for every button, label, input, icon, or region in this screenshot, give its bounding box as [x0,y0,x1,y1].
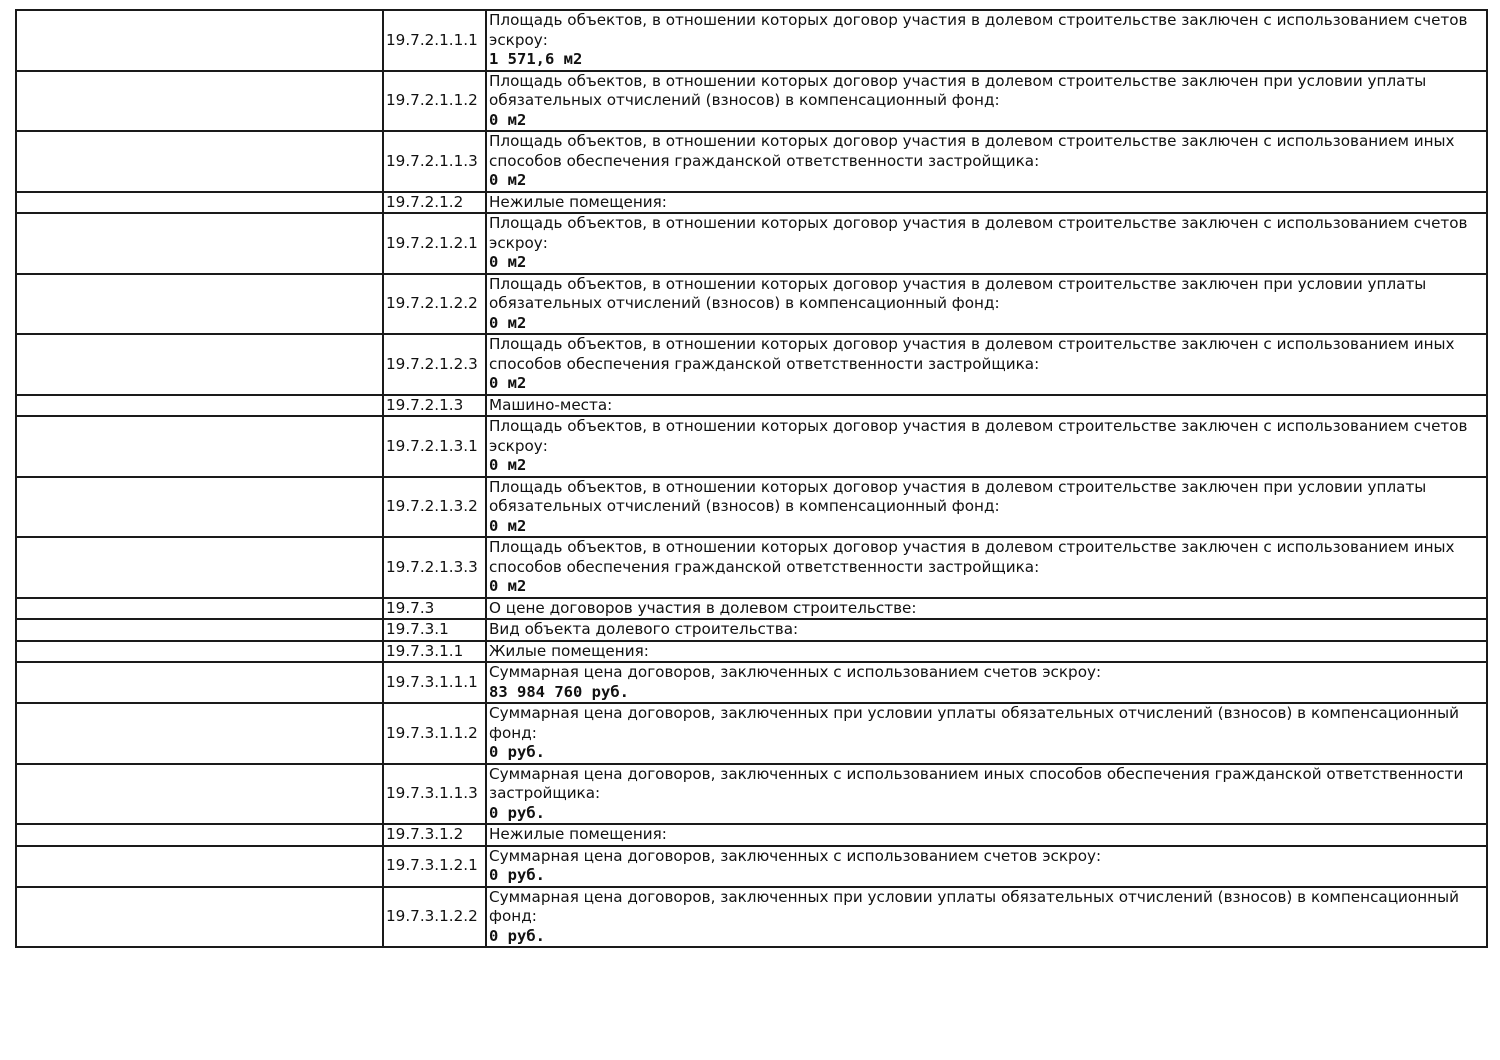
table-row [16,71,1487,132]
item-code: 19.7.3.1.2 [383,824,486,846]
item-code: 19.7.2.1.1.2 [383,71,486,132]
item-code: 19.7.2.1.3 [383,395,486,417]
table-row [16,887,1487,948]
item-value: 0 руб. [489,926,545,945]
empty-cell [16,192,383,214]
item-code: 19.7.2.1.2.3 [383,334,486,395]
empty-cell [16,71,383,132]
item-label: Суммарная цена договоров, заключенных при условии уплаты обязательных отчислений (взносов) в компенсационный фонд: [489,704,1459,742]
item-description [486,395,1487,417]
item-value: 0 м2 [489,456,527,474]
empty-cell [16,395,383,417]
empty-cell [16,537,383,598]
table-row [16,192,1487,214]
item-value: 0 руб. [489,866,545,884]
item-label: Суммарная цена договоров, заключенных с использованием счетов эскроу: [489,846,1102,865]
empty-cell [16,703,383,764]
item-code: 19.7.3.1.1.1 [383,662,486,703]
empty-cell [16,887,383,948]
item-code: 19.7.3.1.1.2 [383,703,486,764]
item-label: Площадь объектов, в отношении которых договор участия в долевом строительстве заключен с использованием иных способов обеспечения гражданской ответственности застройщика: [489,132,1455,170]
item-label: Площадь объектов, в отношении которых договор участия в долевом строительстве заключен с использованием иных способов обеспечения гражданской ответственности застройщика: [489,538,1455,576]
table-row [16,395,1487,417]
item-description [486,416,1487,477]
item-label: Нежилые помещения: [489,825,667,843]
item-code: 19.7.2.1.2.1 [383,213,486,274]
empty-cell [16,824,383,846]
item-code: 19.7.2.1.1.1 [383,10,486,71]
item-label: Площадь объектов, в отношении которых договор участия в долевом строительстве заключен при условии уплаты обязательных отчислений (взносов) в компенсационный фонд: [489,477,1427,515]
item-value: 0 м2 [489,313,527,332]
item-value: 0 руб. [489,743,545,761]
item-label: Площадь объектов, в отношении которых договор участия в долевом строительстве заключен при условии уплаты обязательных отчислений (взносов) в компенсационный фонд: [489,274,1427,312]
item-code: 19.7.2.1.3.1 [383,416,486,477]
empty-cell [16,131,383,192]
empty-cell [16,641,383,663]
item-label: Площадь объектов, в отношении которых договор участия в долевом строительстве заключен с использованием счетов эскроу: [489,11,1468,49]
empty-cell [16,662,383,703]
item-label: Площадь объектов, в отношении которых договор участия в долевом строительстве заключен с использованием счетов эскроу: [489,417,1468,455]
table-row [16,416,1487,477]
table-row [16,274,1487,335]
item-code: 19.7.2.1.3.3 [383,537,486,598]
item-value: 0 м2 [489,577,527,595]
table-row [16,619,1487,641]
item-code: 19.7.3.1.1 [383,641,486,663]
table-row [16,537,1487,598]
empty-cell [16,619,383,641]
empty-cell [16,213,383,274]
item-description [486,598,1487,620]
item-code: 19.7.2.1.1.3 [383,131,486,192]
item-description [486,537,1487,598]
table-row [16,10,1487,71]
item-code: 19.7.3.1 [383,619,486,641]
item-description [486,703,1487,764]
item-label: Нежилые помещения: [489,192,667,211]
item-description [486,477,1487,538]
item-label: Вид объекта долевого строительства: [489,620,799,638]
item-label: О цене договоров участия в долевом строительстве: [489,598,917,617]
item-description [486,71,1487,132]
item-label: Площадь объектов, в отношении которых договор участия в долевом строительстве заключен с использованием счетов эскроу: [489,214,1468,252]
table-row [16,598,1487,620]
item-label: Суммарная цена договоров, заключенных при условии уплаты обязательных отчислений (взносов) в компенсационный фонд: [489,887,1459,925]
table-row [16,334,1487,395]
item-description [486,641,1487,663]
item-description [486,824,1487,846]
item-code: 19.7.2.1.3.2 [383,477,486,538]
table-row [16,764,1487,825]
item-label: Жилые помещения: [489,641,649,660]
table-row [16,213,1487,274]
item-value: 0 м2 [489,253,527,271]
item-value: 0 руб. [489,803,545,822]
item-label: Площадь объектов, в отношении которых договор участия в долевом строительстве заключен при условии уплаты обязательных отчислений (взносов) в компенсационный фонд: [489,71,1427,109]
table-row [16,846,1487,887]
item-code: 19.7.2.1.2 [383,192,486,214]
empty-cell [16,274,383,335]
item-value: 83 984 760 руб. [489,682,629,701]
table-row [16,131,1487,192]
item-value: 0 м2 [489,171,527,189]
item-label: Машино-места: [489,395,613,414]
table-row [16,662,1487,703]
empty-cell [16,10,383,71]
item-label: Площадь объектов, в отношении которых договор участия в долевом строительстве заключен с использованием иных способов обеспечения гражданской ответственности застройщика: [489,335,1455,373]
item-code: 19.7.3.1.2.2 [383,887,486,948]
item-code: 19.7.3.1.2.1 [383,846,486,887]
item-description [486,131,1487,192]
empty-cell [16,764,383,825]
item-description [486,846,1487,887]
empty-cell [16,477,383,538]
document-table-body [16,10,1487,947]
empty-cell [16,416,383,477]
item-value: 1 571,6 м2 [489,50,583,68]
item-description [486,213,1487,274]
item-description [486,619,1487,641]
item-description [486,334,1487,395]
item-code: 19.7.3 [383,598,486,620]
item-description [486,274,1487,335]
table-row [16,703,1487,764]
item-value: 0 м2 [489,110,527,129]
item-label: Суммарная цена договоров, заключенных с использованием иных способов обеспечения гражданской ответственности застройщика: [489,764,1464,802]
item-description [486,662,1487,703]
item-description [486,10,1487,71]
item-code: 19.7.2.1.2.2 [383,274,486,335]
item-description [486,887,1487,948]
item-value: 0 м2 [489,516,527,535]
empty-cell [16,846,383,887]
document-table [15,9,1488,948]
table-row [16,641,1487,663]
table-row [16,824,1487,846]
item-label: Суммарная цена договоров, заключенных с использованием счетов эскроу: [489,663,1102,681]
item-description [486,192,1487,214]
empty-cell [16,334,383,395]
item-value: 0 м2 [489,374,527,392]
empty-cell [16,598,383,620]
item-code: 19.7.3.1.1.3 [383,764,486,825]
item-description [486,764,1487,825]
table-row [16,477,1487,538]
